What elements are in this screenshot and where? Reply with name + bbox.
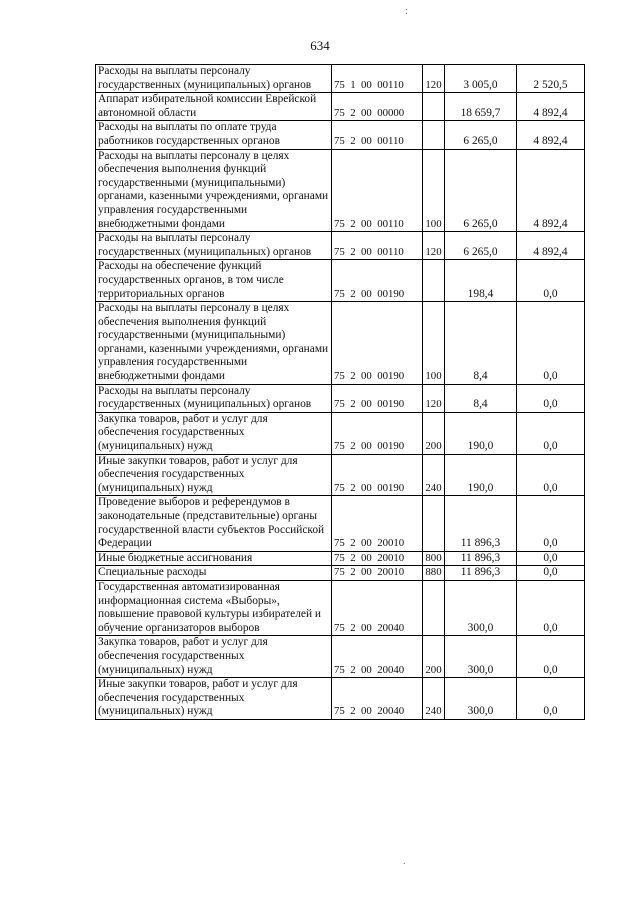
table-body (96, 65, 585, 720)
table-row (96, 580, 585, 635)
row-name-cell: Расходы на обеспечение функций государственных органов, в том числе территориальных органов (96, 260, 332, 302)
row-name-cell: Иные закупки товаров, работ и услуг для обеспечения государственных (муниципальных) нужд (96, 454, 332, 496)
row-name-cell: Аппарат избирательной комиссии Еврейской автономной области (96, 93, 332, 121)
row-code-cell: 75 2 00 00190 (332, 412, 423, 454)
row-sum1-cell: 6 265,0 (445, 149, 517, 232)
row-sum1-cell: 6 265,0 (445, 232, 517, 260)
row-sum1-cell: 11 896,3 (445, 551, 517, 566)
table-row (96, 454, 585, 496)
table-row (96, 121, 585, 149)
row-sum1-cell: 8,4 (445, 302, 517, 385)
row-vr-cell (423, 93, 445, 121)
row-sum1-cell: 6 265,0 (445, 121, 517, 149)
row-vr-cell (423, 580, 445, 635)
row-code-cell: 75 2 00 00190 (332, 260, 423, 302)
table-row (96, 302, 585, 385)
row-sum2-cell: 0,0 (517, 384, 585, 412)
row-name-cell: Иные бюджетные ассигнования (96, 551, 332, 566)
row-code-cell: 75 1 00 00110 (332, 65, 423, 93)
row-code-cell: 75 2 00 00190 (332, 302, 423, 385)
row-sum2-cell: 2 520,5 (517, 65, 585, 93)
row-code-cell: 75 2 00 00000 (332, 93, 423, 121)
row-name-cell: Расходы на выплаты персоналу в целях обеспечения выполнения функций государственными (муниципальными) органами, казенными учреждениями, органами управления государственными внебюджетными фондами (96, 302, 332, 385)
row-code-cell: 75 2 00 20010 (332, 566, 423, 581)
top-mark: : (405, 6, 408, 17)
row-code-cell: 75 2 00 00110 (332, 232, 423, 260)
row-code-cell: 75 2 00 20040 (332, 580, 423, 635)
row-code-cell: 75 2 00 00190 (332, 454, 423, 496)
row-vr-cell (423, 496, 445, 551)
row-vr-cell: 880 (423, 566, 445, 581)
row-name-cell: Расходы на выплаты персоналу государственных (муниципальных) органов (96, 384, 332, 412)
row-name-cell: Расходы на выплаты персоналу в целях обеспечения выполнения функций государственными (муниципальными) органами, казенными учреждениями, органами управления государственными внебюджетными фондами (96, 149, 332, 232)
row-code-cell: 75 2 00 20010 (332, 551, 423, 566)
row-sum1-cell: 300,0 (445, 678, 517, 720)
row-name-cell: Расходы на выплаты персоналу государственных (муниципальных) органов (96, 232, 332, 260)
row-sum2-cell: 4 892,4 (517, 121, 585, 149)
row-vr-cell: 240 (423, 678, 445, 720)
table-row (96, 551, 585, 566)
row-name-cell: Специальные расходы (96, 566, 332, 581)
row-name-cell: Проведение выборов и референдумов в законодательные (представительные) органы государственной власти субъектов Российской Федерации (96, 496, 332, 551)
row-name-cell: Закупка товаров, работ и услуг для обеспечения государственных (муниципальных) нужд (96, 412, 332, 454)
bottom-mark: . (403, 856, 406, 867)
table-row (96, 496, 585, 551)
table-row (96, 678, 585, 720)
row-sum1-cell: 300,0 (445, 636, 517, 678)
row-sum1-cell: 11 896,3 (445, 566, 517, 581)
table-row (96, 384, 585, 412)
row-sum2-cell: 0,0 (517, 566, 585, 581)
row-sum1-cell: 11 896,3 (445, 496, 517, 551)
table-row (96, 65, 585, 93)
row-sum2-cell: 0,0 (517, 551, 585, 566)
page-number: 634 (310, 38, 330, 53)
row-code-cell: 75 2 00 20040 (332, 636, 423, 678)
row-vr-cell: 120 (423, 232, 445, 260)
row-vr-cell: 200 (423, 412, 445, 454)
row-name-cell: Иные закупки товаров, работ и услуг для обеспечения государственных (муниципальных) нужд (96, 678, 332, 720)
row-sum1-cell: 3 005,0 (445, 65, 517, 93)
row-vr-cell: 120 (423, 384, 445, 412)
row-vr-cell: 120 (423, 65, 445, 93)
table-row (96, 232, 585, 260)
row-sum2-cell: 4 892,4 (517, 149, 585, 232)
table-row (96, 566, 585, 581)
budget-table (95, 64, 585, 720)
row-sum2-cell: 0,0 (517, 260, 585, 302)
row-vr-cell (423, 121, 445, 149)
table-row (96, 93, 585, 121)
row-code-cell: 75 2 00 00190 (332, 384, 423, 412)
row-name-cell: Расходы на выплаты по оплате труда работников государственных органов (96, 121, 332, 149)
row-sum2-cell: 0,0 (517, 580, 585, 635)
row-sum1-cell: 300,0 (445, 580, 517, 635)
row-sum1-cell: 18 659,7 (445, 93, 517, 121)
row-sum1-cell: 198,4 (445, 260, 517, 302)
row-vr-cell: 100 (423, 149, 445, 232)
row-sum2-cell: 0,0 (517, 678, 585, 720)
row-sum1-cell: 190,0 (445, 454, 517, 496)
row-vr-cell: 240 (423, 454, 445, 496)
row-vr-cell: 100 (423, 302, 445, 385)
row-name-cell: Расходы на выплаты персоналу государственных (муниципальных) органов (96, 65, 332, 93)
row-code-cell: 75 2 00 00110 (332, 149, 423, 232)
table-row (96, 149, 585, 232)
table-row (96, 412, 585, 454)
row-sum2-cell: 0,0 (517, 454, 585, 496)
table-row (96, 636, 585, 678)
row-sum2-cell: 4 892,4 (517, 93, 585, 121)
row-sum2-cell: 0,0 (517, 496, 585, 551)
row-vr-cell: 800 (423, 551, 445, 566)
table-row (96, 260, 585, 302)
row-vr-cell: 200 (423, 636, 445, 678)
row-sum2-cell: 0,0 (517, 302, 585, 385)
row-code-cell: 75 2 00 20040 (332, 678, 423, 720)
row-sum2-cell: 4 892,4 (517, 232, 585, 260)
row-code-cell: 75 2 00 20010 (332, 496, 423, 551)
row-name-cell: Государственная автоматизированная информационная система «Выборы», повышение правовой культуры избирателей и обучение организаторов выборов (96, 580, 332, 635)
row-sum2-cell: 0,0 (517, 412, 585, 454)
row-name-cell: Закупка товаров, работ и услуг для обеспечения государственных (муниципальных) нужд (96, 636, 332, 678)
row-sum1-cell: 8,4 (445, 384, 517, 412)
row-vr-cell (423, 260, 445, 302)
row-sum1-cell: 190,0 (445, 412, 517, 454)
row-sum2-cell: 0,0 (517, 636, 585, 678)
row-code-cell: 75 2 00 00110 (332, 121, 423, 149)
